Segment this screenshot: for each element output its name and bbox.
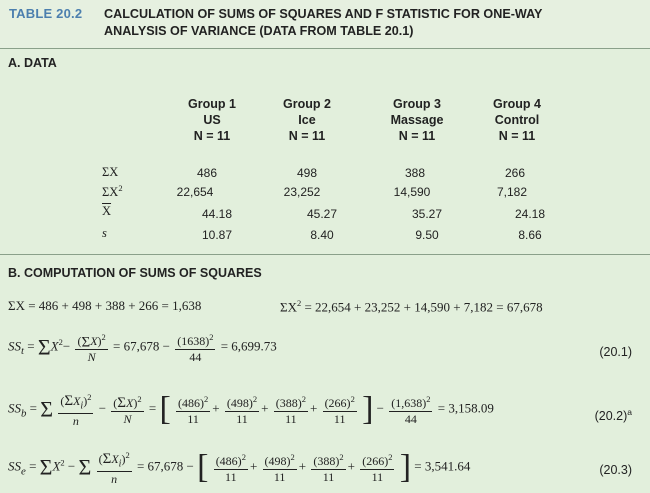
frac-1638-sq-over-44: $\frac{(1638)^2}{44}$ (177, 332, 214, 364)
cell-g1-sum-x: 486 (196, 166, 218, 180)
cell-g1-mean: 44.18 (201, 207, 233, 221)
cell-g3-sd: 9.50 (415, 228, 439, 242)
equation-sst: $SS_t = \Sigma X^2-$ $\frac{(\Sigma X)^2}{N}$ = 67,678 − $\frac{(1638)^2}{44}$ = 6,699.73 (8, 332, 277, 364)
equation-sse: $SS_e = \Sigma X^2 - \Sigma$ $\frac{(\Sigma X_i)^2}{n}$ = 67,678 − [ $\frac{(486)^2}{11}$ + $\frac{(498)^2}{11}$ + $\frac{(388)^2}{11}$ + $\frac{(266)^2}{11}$ ] = 3,541.64 (8, 448, 471, 487)
equation-sum-x2: $\Sigma X^2 = 22,654 + 23,252 + 14,590 + 7,182 = 67,678$ (280, 298, 543, 315)
row-label-sum-x2: $\Sigma X^2$ (102, 183, 123, 200)
table-header (0, 0, 650, 48)
cell-g3-sum-x: 388 (404, 166, 426, 180)
frac-sumx-sq-over-n: $\frac{(\Sigma X)^2}{N}$ (77, 332, 106, 364)
section-b-heading: B. COMPUTATION OF SUMS OF SQUARES (8, 266, 262, 280)
section-a-heading: A. DATA (8, 56, 57, 70)
group-4-header: Group 4 Control N = 11 (493, 97, 541, 143)
cell-g2-sd: 8.40 (310, 228, 334, 242)
row-label-sum-x: ΣX (102, 165, 119, 179)
table-label: TABLE 20.2 (9, 6, 83, 21)
header-rule (0, 48, 650, 49)
group-3-header: Group 3 Massage N = 11 (390, 97, 444, 143)
cell-g4-sd: 8.66 (518, 228, 542, 242)
title-line-2: ANALYSIS OF VARIANCE (DATA FROM TABLE 20.1) (104, 24, 414, 38)
cell-g4-sum-x: 266 (504, 166, 526, 180)
cell-g2-sum-x2: 23,252 (283, 185, 321, 199)
cell-g3-sum-x2: 14,590 (393, 185, 431, 199)
cell-g3-mean: 35.27 (411, 207, 443, 221)
section-rule (0, 254, 650, 255)
title-line-1: CALCULATION OF SUMS OF SQUARES AND F STATISTIC FOR ONE-WAY (104, 7, 543, 21)
group-2-header: Group 2 Ice N = 11 (283, 97, 331, 143)
equation-ssb: $SS_b = \Sigma$ $\frac{(\Sigma X_i)^2}{n}$ − $\frac{(\Sigma X)^2}{N}$ = [ $\frac{(486)^2}{11}$ + $\frac{(498)^2}{11}$ + $\frac{(388)^2}{11}$ + $\frac{(266)^2}{11}$ ] − $\frac{(1,638)^2}{44}$ = 3,158.09 (8, 390, 494, 429)
equation-number-20-3: (20.3) (599, 463, 632, 477)
row-label-mean: $\overline{X}$ (102, 204, 112, 218)
equation-number-20-1: (20.1) (599, 345, 632, 359)
equation-sum-x: ΣX = 486 + 498 + 388 + 266 = 1,638 (8, 298, 202, 313)
cell-g2-mean: 45.27 (306, 207, 338, 221)
table-title (104, 6, 644, 40)
cell-g4-mean: 24.18 (514, 207, 546, 221)
cell-g2-sum-x: 498 (296, 166, 318, 180)
row-label-sd: s (102, 226, 107, 240)
cell-g1-sd: 10.87 (201, 228, 233, 242)
group-1-header: Group 1 US N = 11 (188, 97, 236, 143)
equation-number-20-2: $(20.2)^a$ (594, 407, 632, 424)
cell-g4-sum-x2: 7,182 (496, 185, 528, 199)
cell-g1-sum-x2: 22,654 (176, 185, 214, 199)
